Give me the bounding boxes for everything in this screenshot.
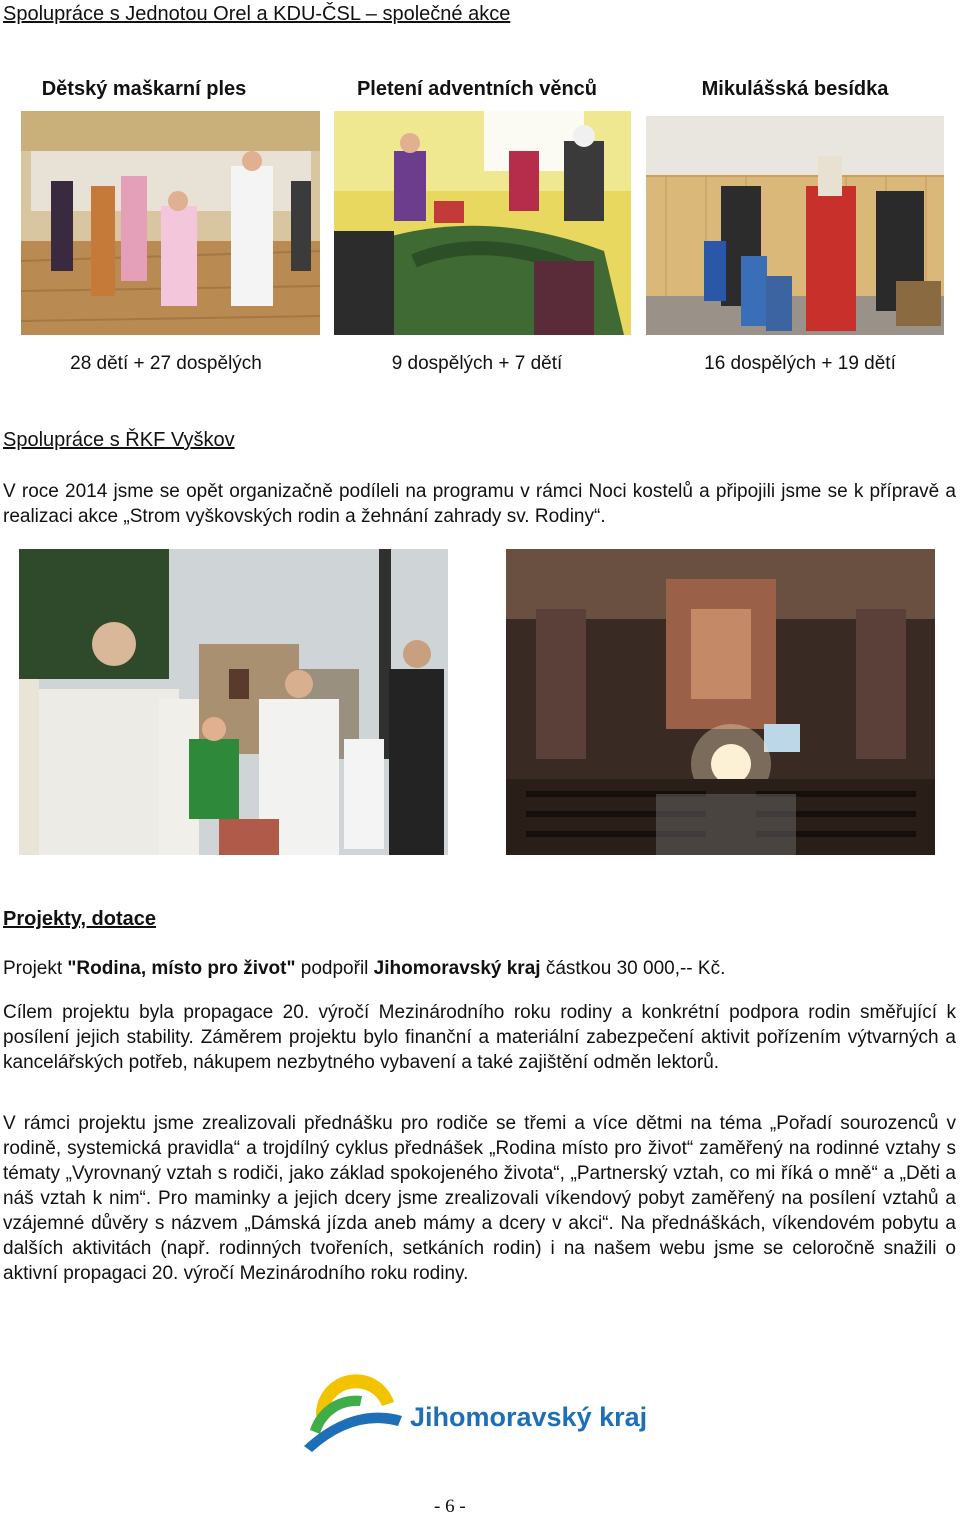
section-heading-orel: Spolupráce s Jednotou Orel a KDU-ČSL – společné akce <box>3 3 511 25</box>
photo-masquerade-ball <box>21 111 320 335</box>
event-title-ples: Dětský maškarní ples <box>41 78 247 100</box>
section-text-rkf: V roce 2014 jsme se opět organizačně podíleli na programu v rámci Noci kostelů a připojili jsme se k přípravě a realizaci akce „Strom vyškovských rodin a žehnání zahrady sv. Rodiny“. <box>3 481 956 527</box>
region-emblem-icon <box>302 1372 412 1452</box>
event-title-venec: Pletení adventních věnců <box>356 78 598 100</box>
event-caption-venec: 9 dospělých + 7 dětí <box>391 353 563 374</box>
jihomoravsky-kraj-logo <box>302 1372 672 1452</box>
event-caption-ples: 28 dětí + 27 dospělých <box>70 353 262 374</box>
photo-church-interior <box>506 549 935 855</box>
photo-advent-wreaths <box>334 111 631 335</box>
project-summary-line <box>3 958 725 980</box>
photo-garden-blessing <box>19 549 448 855</box>
page-number: - 6 - <box>434 1496 466 1517</box>
photo-st-nicholas <box>646 116 944 335</box>
project-name: "Rodina, místo pro život" <box>67 958 296 979</box>
event-title-mikulas: Mikulášská besídka <box>701 78 889 100</box>
project-line-prefix: Projekt <box>3 958 68 979</box>
logo-text: Jihomoravský kraj <box>410 1402 648 1432</box>
section-heading-projects: Projekty, dotace <box>3 908 157 930</box>
project-goal-paragraph: Cílem projektu byla propagace 20. výročí Mezinárodního roku rodiny a konkrétní podpora rodin směřující k posílení jejich stability. Záměrem projektu bylo finanční a materiální zabezpečení aktivit pořízením výtvarných a kancelářských potřeb, nákupem nezbytného vybavení a také zajištění odměn lektorů. <box>3 1002 956 1073</box>
project-line-suffix: částkou 30 000,-- Kč. <box>540 958 726 979</box>
section-heading-rkf: Spolupráce s ŘKF Vyškov <box>3 429 235 451</box>
event-caption-mikulas: 16 dospělých + 19 dětí <box>704 353 896 374</box>
project-line-mid: podpořil <box>295 958 374 979</box>
project-activities-paragraph: V rámci projektu jsme zrealizovali přednášku pro rodiče se třemi a více dětmi na téma „Pořadí sourozenců v rodině, systemická pravidla“ a trojdílný cyklus přednášek „Rodina místo pro život“ zaměřený na rodinné vztahy s tématy „Vyrovnaný vztah s rodiči, jako základ spokojeného života“, „Partnerský vztah, co mi říká o mně“ a „Děti a náš vztah k nim“. Pro maminky a jejich dcery jsme zrealizovali víkendový pobyt zaměřený na posílení vztahů a vzájemné důvěry s názvem „Dámská jízda aneb mámy a dcery v akci“. Na přednáškách, víkendovém pobytu a dalších aktivitách (např. rodinných tvořeních, setkáních rodin) i na našem webu jsme se celoročně snažili o aktivní propagaci 20. výročí Mezinárodního roku rodiny. <box>3 1113 956 1284</box>
project-sponsor: Jihomoravský kraj <box>373 958 541 979</box>
